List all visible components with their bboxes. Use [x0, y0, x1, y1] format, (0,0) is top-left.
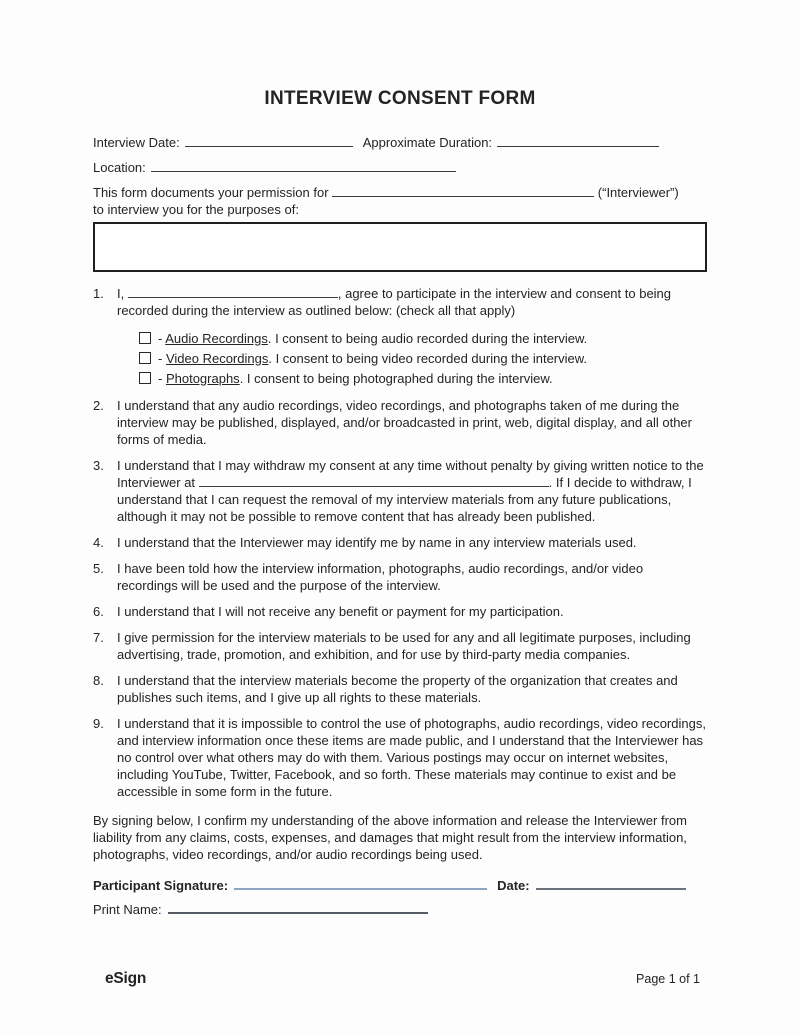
page-indicator: Page 1 of 1	[636, 972, 700, 986]
item-text: I understand that I will not receive any benefit or payment for my participation.	[117, 604, 564, 619]
duration-blank[interactable]	[497, 134, 659, 147]
consent-option-video	[139, 348, 707, 368]
agreement-item-1	[93, 285, 707, 319]
item3-pre: I understand that I may withdraw my consent at any time without penalty by giving written notice to the Interviewer at	[117, 458, 704, 490]
option-text	[158, 330, 587, 347]
print-name-line[interactable]	[168, 900, 428, 914]
participant-signature-label: Participant Signature:	[93, 878, 229, 893]
date-label: Date:	[497, 878, 530, 893]
photographs-checkbox[interactable]	[139, 372, 151, 384]
item3-post: . If I decide to withdraw, I understand that I can request the removal of my interview materials from any future publications, although it may not be possible to remove content that has already been published.	[117, 475, 692, 524]
signature-line[interactable]	[234, 876, 487, 890]
item-number: 4.	[93, 535, 104, 550]
location-row	[93, 159, 707, 176]
duration-label: Approximate Duration:	[362, 135, 493, 150]
print-name-row	[93, 900, 707, 918]
item-number: 1.	[93, 286, 104, 301]
page-title: INTERVIEW CONSENT FORM	[264, 88, 536, 109]
agreement-item-9	[93, 715, 707, 800]
agreement-item-4	[93, 534, 707, 551]
date-line[interactable]	[536, 876, 686, 890]
participant-name-blank[interactable]	[128, 285, 338, 298]
option-label: Photographs	[165, 370, 240, 386]
option-dash: -	[158, 370, 166, 386]
esign-logo: eSign	[105, 970, 147, 987]
item-number: 8.	[93, 673, 104, 688]
date-duration-row	[93, 134, 707, 151]
option-description: . I consent to being audio recorded during the interview.	[267, 330, 588, 346]
consent-options-group	[139, 328, 707, 388]
release-paragraph: By signing below, I confirm my understanding of the above information and release the Interviewer from liability from any claims, costs, expenses, and damages that might result from the interview information, photographs, video recordings, and/or audio recordings being used.	[93, 813, 687, 862]
consent-option-audio	[139, 328, 707, 348]
print-name-label: Print Name:	[93, 902, 162, 917]
item-number: 7.	[93, 630, 104, 645]
interviewer-designation: (“Interviewer”)	[597, 185, 679, 200]
option-dash: -	[158, 350, 166, 366]
option-dash: -	[158, 330, 166, 346]
location-label: Location:	[93, 160, 146, 175]
item-number: 3.	[93, 458, 104, 473]
option-text	[158, 350, 587, 367]
permission-pre-text: This form documents your permission for	[93, 185, 329, 200]
item-text: I give permission for the interview materials to be used for any and all legitimate purposes, including advertising, trade, promotion, and exhibition, and for use by third-party media companies.	[117, 630, 691, 662]
item-number: 6.	[93, 604, 104, 619]
item-text: I understand that the interview materials become the property of the organization that creates and publishes such items, and I give up all rights to these materials.	[117, 673, 678, 705]
item1-post: , agree to participate in the interview and consent to being recorded during the interview as outlined below: (check all that apply)	[117, 286, 672, 318]
location-blank[interactable]	[151, 159, 456, 172]
item-text: I have been told how the interview information, photographs, audio recordings, and/or video recordings will be used and the purpose of the interview.	[117, 561, 644, 593]
item-text: I understand that it is impossible to control the use of photographs, audio recordings, video recordings, and interview information once these items are made public, and I understand that the Interviewer has no control over what others may do with them. Various postings may occur on internet websites, including YouTube, Twitter, Facebook, and so forth. These materials may continue to exist and be accessible in some form in the future.	[117, 716, 706, 799]
purposes-label: to interview you for the purposes of:	[93, 202, 299, 217]
consent-option-photographs	[139, 368, 707, 388]
item-text: I understand that the Interviewer may identify me by name in any interview materials used.	[117, 535, 637, 550]
agreement-item-3	[93, 457, 707, 525]
withdrawal-contact-blank[interactable]	[199, 474, 549, 487]
item-text	[117, 457, 707, 525]
option-text	[158, 370, 553, 387]
option-description: . I consent to being video recorded during the interview.	[268, 350, 588, 366]
interviewer-name-blank[interactable]	[332, 184, 594, 197]
item1-pre: I,	[117, 286, 125, 301]
item-text	[117, 285, 707, 319]
permission-paragraph	[93, 184, 707, 218]
option-description: . I consent to being photographed during the interview.	[239, 370, 553, 386]
agreement-item-7	[93, 629, 707, 663]
interview-date-blank[interactable]	[185, 134, 353, 147]
interview-date-label: Interview Date:	[93, 135, 180, 150]
agreement-item-2	[93, 397, 707, 448]
signature-row	[93, 876, 707, 894]
purposes-textbox[interactable]	[93, 222, 707, 272]
item-text: I understand that any audio recordings, video recordings, and photographs taken of me during the interview may be published, displayed, and/or broadcasted in print, web, digital display, and all other forms of media.	[117, 398, 692, 447]
option-label: Audio Recordings	[165, 330, 268, 346]
item-number: 5.	[93, 561, 104, 576]
video-recordings-checkbox[interactable]	[139, 352, 151, 364]
agreement-item-6	[93, 603, 707, 620]
page-footer	[105, 970, 700, 988]
item-number: 2.	[93, 398, 104, 413]
agreement-item-8	[93, 672, 707, 706]
agreement-item-5	[93, 560, 707, 594]
item-number: 9.	[93, 716, 104, 731]
audio-recordings-checkbox[interactable]	[139, 332, 151, 344]
option-label: Video Recordings	[165, 350, 269, 366]
